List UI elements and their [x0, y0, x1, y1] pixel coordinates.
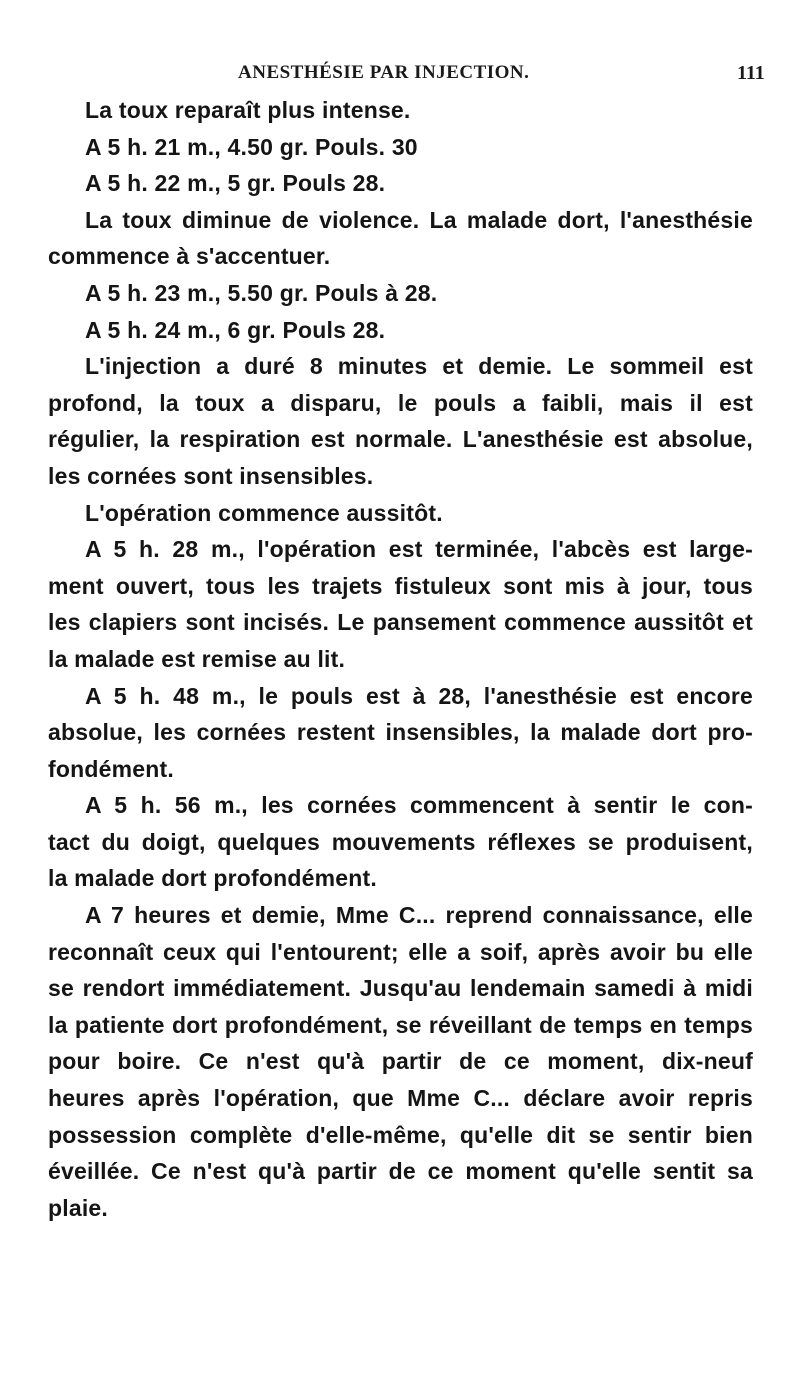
text-line: tact du doigt, quelques mouvements réflexes se produisent,: [48, 828, 753, 855]
text-line: L'opération commence aussitôt.: [85, 499, 443, 526]
text-line: L'injection a duré 8 minutes et demie. Le sommeil est: [85, 353, 753, 380]
text-line: La toux diminue de violence. La malade dort, l'anesthésie: [85, 206, 753, 233]
text-line: la malade dort profondément.: [48, 865, 377, 892]
text-line: régulier, la respiration est normale. L'anesthésie est absolue,: [48, 426, 753, 453]
text-line: A 5 h. 48 m., le pouls est à 28, l'anesthésie est encore: [85, 682, 753, 709]
body-text: [48, 92, 753, 1226]
page-number: 111: [737, 62, 765, 84]
text-line: les clapiers sont incisés. Le pansement commence aussitôt et: [48, 609, 753, 636]
page-header: [0, 62, 800, 86]
text-line: la patiente dort profondément, se réveillant de temps en temps: [48, 1011, 753, 1038]
text-line: A 5 h. 24 m., 6 gr. Pouls 28.: [85, 316, 386, 343]
text-line: profond, la toux a disparu, le pouls a faibli, mais il est: [48, 389, 753, 416]
text-line: A 7 heures et demie, Mme C... reprend connaissance, elle: [85, 902, 753, 929]
text-line: la malade est remise au lit.: [48, 645, 346, 672]
text-line: pour boire. Ce n'est qu'à partir de ce moment, dix-neuf: [48, 1048, 753, 1075]
text-line: éveillée. Ce n'est qu'à partir de ce moment qu'elle sentit sa: [48, 1158, 753, 1185]
text-line: A 5 h. 22 m., 5 gr. Pouls 28.: [85, 170, 386, 197]
running-title: ANESTHÉSIE PAR INJECTION.: [238, 62, 530, 83]
text-line: absolue, les cornées restent insensibles, la malade dort pro-: [48, 719, 753, 746]
text-line: les cornées sont insensibles.: [48, 462, 374, 489]
text-line: se rendort immédiatement. Jusqu'au lendemain samedi à midi: [48, 975, 753, 1002]
text-line: A 5 h. 21 m., 4.50 gr. Pouls. 30: [85, 133, 418, 160]
text-line: reconnaît ceux qui l'entourent; elle a soif, après avoir bu elle: [48, 938, 753, 965]
text-line: heures après l'opération, que Mme C... déclare avoir repris: [48, 1085, 753, 1112]
text-line: A 5 h. 23 m., 5.50 gr. Pouls à 28.: [85, 279, 438, 306]
text-line: A 5 h. 28 m., l'opération est terminée, l'abcès est large-: [85, 536, 753, 563]
text-line: commence à s'accentuer.: [48, 243, 331, 270]
text-line: possession complète d'elle-même, qu'elle dit se sentir bien: [48, 1121, 753, 1148]
text-line: fondément.: [48, 755, 174, 782]
text-line: La toux reparaît plus intense.: [85, 97, 411, 123]
text-line: ment ouvert, tous les trajets fistuleux sont mis à jour, tous: [48, 572, 753, 599]
text-line: plaie.: [48, 1194, 109, 1221]
text-line: A 5 h. 56 m., les cornées commencent à sentir le con-: [85, 792, 753, 819]
